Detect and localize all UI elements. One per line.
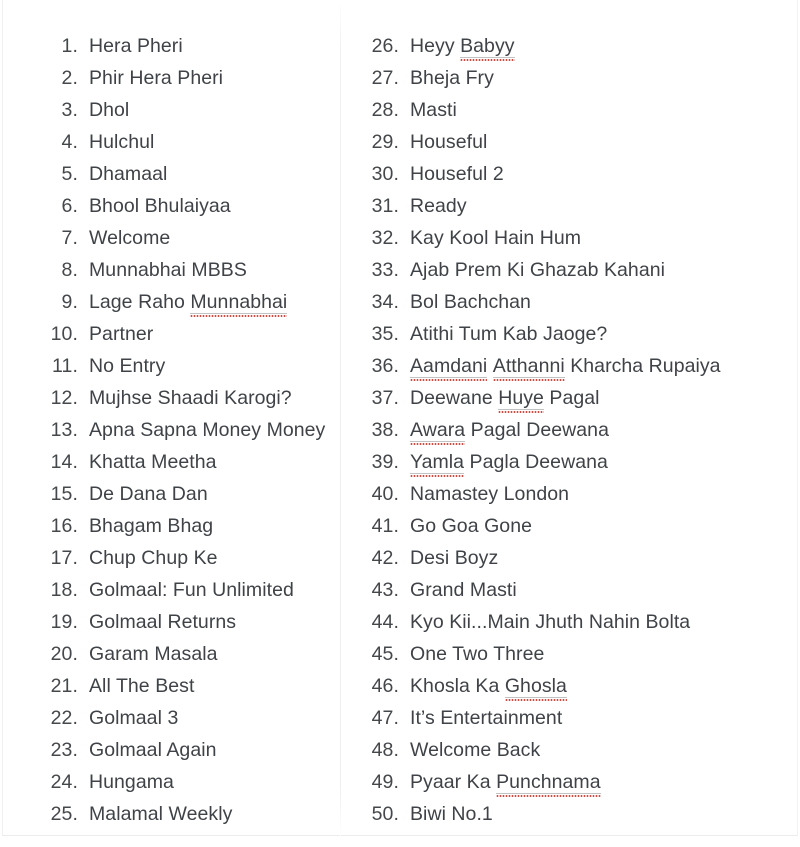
list-item-number: 48. (371, 739, 399, 761)
list-item-title: Golmaal Returns (89, 611, 237, 633)
list-item (365, 414, 800, 446)
list-item (365, 670, 800, 702)
list-item-title: Go Goa Gone (410, 515, 532, 537)
list-item (44, 510, 340, 542)
list-item (44, 190, 340, 222)
list-item-number: 41. (371, 515, 399, 537)
list-item-number: 21. (50, 675, 78, 697)
right-column (340, 0, 800, 830)
list-item-number: 31. (371, 195, 399, 217)
list-item-title: Yamla Pagla Deewana (410, 446, 608, 478)
list-item (365, 702, 800, 734)
spellcheck-underlined-word: Punchnama (496, 766, 601, 798)
list-item-number: 14. (50, 451, 78, 473)
list-item-number: 3. (61, 99, 78, 121)
list-item-title: Golmaal Again (89, 739, 217, 761)
list-item-title: Apna Sapna Money Money (89, 419, 326, 441)
list-item-title: All The Best (89, 675, 195, 697)
list-item (44, 638, 340, 670)
list-item-title: Partner (89, 323, 154, 345)
list-item (365, 766, 800, 798)
list-item-title: Garam Masala (89, 643, 218, 665)
list-item-number: 9. (61, 291, 78, 313)
list-item (44, 414, 340, 446)
list-item-number: 18. (50, 579, 78, 601)
list-item-number: 11. (52, 355, 78, 377)
list-item (44, 286, 340, 318)
list-item (44, 766, 340, 798)
spellcheck-underlined-word: Atthanni (493, 350, 565, 382)
list-item (365, 478, 800, 510)
list-item-title: Welcome Back (410, 739, 541, 761)
list-item (44, 446, 340, 478)
list-item-number: 32. (371, 227, 399, 249)
list-item-title: Mujhse Shaadi Karogi? (89, 387, 292, 409)
list-item (44, 30, 340, 62)
list-item-number: 46. (371, 675, 399, 697)
list-item-title: Desi Boyz (410, 547, 499, 569)
list-item (44, 222, 340, 254)
list-item-title: Biwi No.1 (410, 803, 493, 825)
list-item (44, 158, 340, 190)
list-item (365, 542, 800, 574)
list-item (44, 382, 340, 414)
list-item-title: Golmaal: Fun Unlimited (89, 579, 294, 601)
list-item-number: 2. (61, 67, 78, 89)
list-item-number: 38. (371, 419, 399, 441)
list-item-title: Munnabhai MBBS (89, 259, 247, 281)
list-item-title: Masti (410, 99, 457, 121)
list-item (365, 222, 800, 254)
list-item-title: Bol Bachchan (410, 291, 531, 313)
list-item (365, 254, 800, 286)
list-item-number: 24. (50, 771, 78, 793)
list-item-title: Houseful 2 (410, 163, 504, 185)
list-item-number: 36. (371, 355, 399, 377)
list-item-number: 26. (371, 35, 399, 57)
spellcheck-underlined-word: Ghosla (505, 670, 567, 702)
list-item-number: 34. (371, 291, 399, 313)
list-item (44, 702, 340, 734)
list-item-title: Heyy Babyy (410, 30, 515, 62)
list-item (365, 158, 800, 190)
list-item-number: 33. (371, 259, 399, 281)
list-item-number: 25. (50, 803, 78, 825)
list-item-title: Namastey London (410, 483, 570, 505)
list-item (365, 798, 800, 830)
list-item-title: One Two Three (410, 643, 545, 665)
list-item-title: Hulchul (89, 131, 155, 153)
list-item-number: 19. (50, 611, 78, 633)
list-item (44, 606, 340, 638)
list-item-number: 12. (50, 387, 78, 409)
list-item-title: It’s Entertainment (410, 707, 563, 729)
list-item-number: 8. (61, 259, 78, 281)
list-item-number: 39. (371, 451, 399, 473)
list-item-number: 23. (50, 739, 78, 761)
list-item-number: 49. (371, 771, 399, 793)
spellcheck-underlined-word: Huye (498, 382, 544, 414)
list-item (365, 510, 800, 542)
list-item-title: Bhool Bhulaiyaa (89, 195, 231, 217)
list-item-title: Deewane Huye Pagal (410, 382, 600, 414)
list-item-number: 50. (371, 803, 399, 825)
list-item-number: 29. (371, 131, 399, 153)
list-item-number: 4. (61, 131, 78, 153)
list-item-number: 5. (61, 163, 78, 185)
list-item (44, 478, 340, 510)
list-item (365, 638, 800, 670)
list-item-title: No Entry (89, 355, 166, 377)
list-item (44, 798, 340, 830)
list-item-number: 28. (371, 99, 399, 121)
list-item-title: Aamdani Atthanni Kharcha Rupaiya (410, 350, 721, 382)
list-item (44, 126, 340, 158)
list-item-title: Atithi Tum Kab Jaoge? (410, 323, 608, 345)
list-item (365, 94, 800, 126)
list-item (365, 126, 800, 158)
list-item (365, 286, 800, 318)
list-item-number: 43. (371, 579, 399, 601)
list-item (365, 382, 800, 414)
list-item-title: Lage Raho Munnabhai (89, 286, 287, 318)
spellcheck-underlined-word: Awara (410, 414, 465, 446)
list-item-title: Pyaar Ka Punchnama (410, 766, 601, 798)
list-item-number: 30. (371, 163, 399, 185)
list-item-number: 16. (50, 515, 78, 537)
list-item-title: Hera Pheri (89, 35, 183, 57)
list-item-number: 7. (61, 227, 78, 249)
list-item-title: Bheja Fry (410, 67, 494, 89)
list-item-title: Chup Chup Ke (89, 547, 218, 569)
list-item-number: 35. (371, 323, 399, 345)
list-item (44, 670, 340, 702)
list-item (365, 734, 800, 766)
list-item (44, 542, 340, 574)
list-item (365, 606, 800, 638)
list-item-number: 17. (50, 547, 78, 569)
list-item (44, 574, 340, 606)
list-item (365, 62, 800, 94)
list-item-title: Phir Hera Pheri (89, 67, 224, 89)
list-item-number: 15. (50, 483, 78, 505)
list-item-title: Dhol (89, 99, 130, 121)
list-item (44, 254, 340, 286)
list-item-title: Ajab Prem Ki Ghazab Kahani (410, 259, 665, 281)
list-item-title: Hungama (89, 771, 174, 793)
list-item-number: 45. (371, 643, 399, 665)
list-item-number: 37. (371, 387, 399, 409)
list-item (365, 350, 800, 382)
list-item (44, 350, 340, 382)
spellcheck-underlined-word: Munnabhai (190, 286, 287, 318)
list-item-title: Awara Pagal Deewana (410, 414, 609, 446)
list-item-title: De Dana Dan (89, 483, 208, 505)
list-item-number: 27. (371, 67, 399, 89)
list-item (365, 190, 800, 222)
list-item-title: Ready (410, 195, 467, 217)
list-item-title: Kyo Kii...Main Jhuth Nahin Bolta (410, 611, 691, 633)
list-item-title: Dhamaal (89, 163, 168, 185)
list-item-title: Golmaal 3 (89, 707, 179, 729)
movie-list-right (365, 30, 800, 830)
list-item-number: 22. (50, 707, 78, 729)
list-item (44, 62, 340, 94)
list-item-number: 13. (50, 419, 78, 441)
movie-list-left (44, 30, 340, 830)
list-item (365, 446, 800, 478)
list-item (44, 734, 340, 766)
list-item-number: 40. (371, 483, 399, 505)
list-item-title: Kay Kool Hain Hum (410, 227, 582, 249)
list-item-number: 42. (371, 547, 399, 569)
list-item-number: 6. (61, 195, 78, 217)
list-item-title: Welcome (89, 227, 171, 249)
list-item-number: 44. (371, 611, 399, 633)
list-item (365, 30, 800, 62)
list-item-number: 10. (50, 323, 78, 345)
list-item-number: 20. (50, 643, 78, 665)
list-item (44, 94, 340, 126)
spellcheck-underlined-word: Aamdani (410, 350, 487, 382)
list-item-title: Grand Masti (410, 579, 517, 601)
list-item-number: 47. (371, 707, 399, 729)
left-column (0, 0, 340, 830)
list-item-title: Houseful (410, 131, 488, 153)
list-item-title: Bhagam Bhag (89, 515, 214, 537)
list-item (44, 318, 340, 350)
list-item-title: Malamal Weekly (89, 803, 233, 825)
list-item-title: Khatta Meetha (89, 451, 217, 473)
list-item-title: Khosla Ka Ghosla (410, 670, 567, 702)
list-item (365, 574, 800, 606)
list-item-number: 1. (61, 35, 78, 57)
list-item (365, 318, 800, 350)
spellcheck-underlined-word: Yamla (410, 446, 464, 478)
spellcheck-underlined-word: Babyy (460, 30, 514, 62)
